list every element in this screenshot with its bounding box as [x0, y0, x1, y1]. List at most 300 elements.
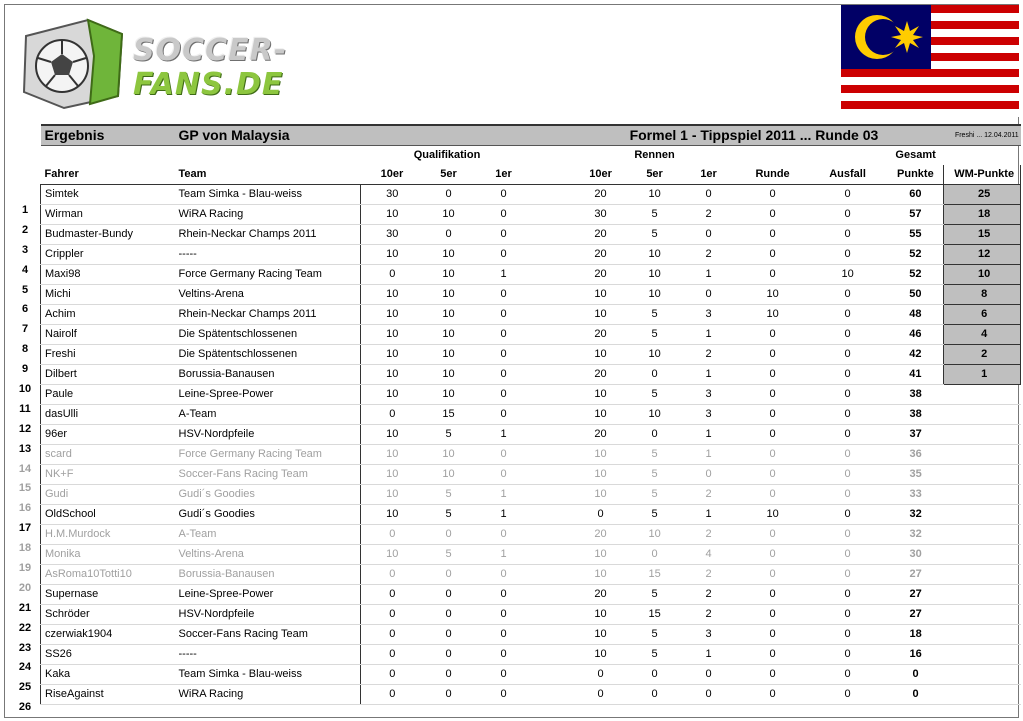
- cell-q1: 0: [474, 305, 530, 325]
- cell-q5: 0: [420, 585, 474, 605]
- rank-number: 14: [18, 462, 32, 475]
- cell-r5: 5: [626, 505, 680, 525]
- cell-team: Borussia-Banausen: [175, 565, 361, 585]
- cell-r5: 0: [626, 425, 680, 445]
- cell-runde: 0: [734, 225, 808, 245]
- cell-q10: 10: [361, 325, 420, 345]
- cell-fahrer: Michi: [41, 285, 175, 305]
- cell-q1: 0: [474, 385, 530, 405]
- title-row: [41, 125, 1021, 146]
- cell-runde: 0: [734, 465, 808, 485]
- spacer-cell: [530, 685, 572, 705]
- cell-punkte: 60: [884, 185, 944, 205]
- cell-team: Die Spätentschlossenen: [175, 345, 361, 365]
- cell-team: Leine-Spree-Power: [175, 385, 361, 405]
- cell-q5: 10: [420, 285, 474, 305]
- col-team: Team: [175, 165, 361, 185]
- cell-runde: 0: [734, 205, 808, 225]
- cell-r10: 10: [572, 285, 626, 305]
- cell-r10: 10: [572, 605, 626, 625]
- cell-wm: [944, 585, 1021, 605]
- cell-q1: 0: [474, 665, 530, 685]
- cell-ausfall: 0: [808, 425, 884, 445]
- spacer-cell: [530, 385, 572, 405]
- cell-wm: [944, 505, 1021, 525]
- cell-fahrer: Supernase: [41, 585, 175, 605]
- cell-r1: 1: [680, 645, 734, 665]
- cell-q5: 0: [420, 565, 474, 585]
- cell-r10: 10: [572, 345, 626, 365]
- cell-ausfall: 0: [808, 645, 884, 665]
- cell-q1: 0: [474, 525, 530, 545]
- cell-runde: 0: [734, 185, 808, 205]
- cell-r1: 0: [680, 665, 734, 685]
- rank-number: 3: [21, 243, 29, 256]
- cell-r1: 0: [680, 185, 734, 205]
- cell-r5: 10: [626, 185, 680, 205]
- cell-fahrer: Paule: [41, 385, 175, 405]
- table-row: [41, 445, 1021, 465]
- cell-q1: 0: [474, 685, 530, 705]
- cell-r10: 10: [572, 625, 626, 645]
- cell-r5: 5: [626, 225, 680, 245]
- cell-r5: 10: [626, 345, 680, 365]
- spacer-cell: [530, 185, 572, 205]
- cell-q1: 0: [474, 245, 530, 265]
- cell-r1: 1: [680, 425, 734, 445]
- cell-team: A-Team: [175, 405, 361, 425]
- cell-fahrer: OldSchool: [41, 505, 175, 525]
- rank-number: 13: [18, 442, 32, 455]
- cell-runde: 0: [734, 325, 808, 345]
- cell-q5: 10: [420, 385, 474, 405]
- cell-q10: 0: [361, 565, 420, 585]
- cell-q5: 10: [420, 345, 474, 365]
- table-row: [41, 485, 1021, 505]
- cell-q10: 0: [361, 585, 420, 605]
- cell-wm: [944, 685, 1021, 705]
- cell-r5: 0: [626, 685, 680, 705]
- cell-wm: [944, 485, 1021, 505]
- cell-fahrer: Crippler: [41, 245, 175, 265]
- cell-r1: 2: [680, 245, 734, 265]
- cell-r5: 10: [626, 405, 680, 425]
- cell-q1: 0: [474, 565, 530, 585]
- col-q10: 10er: [361, 165, 420, 185]
- cell-q5: 0: [420, 605, 474, 625]
- cell-punkte: 38: [884, 405, 944, 425]
- cell-wm: [944, 425, 1021, 445]
- cell-r1: 1: [680, 365, 734, 385]
- cell-runde: 0: [734, 345, 808, 365]
- cell-r10: 20: [572, 365, 626, 385]
- cell-r1: 2: [680, 525, 734, 545]
- cell-fahrer: Achim: [41, 305, 175, 325]
- cell-r5: 10: [626, 265, 680, 285]
- cell-punkte: 55: [884, 225, 944, 245]
- cell-q1: 0: [474, 285, 530, 305]
- table-row: [41, 605, 1021, 625]
- cell-r1: 1: [680, 265, 734, 285]
- rank-number: 5: [21, 283, 29, 296]
- cell-fahrer: Maxi98: [41, 265, 175, 285]
- cell-q10: 10: [361, 465, 420, 485]
- cell-r5: 10: [626, 285, 680, 305]
- cell-r1: 1: [680, 445, 734, 465]
- cell-ausfall: 0: [808, 585, 884, 605]
- cell-runde: 0: [734, 605, 808, 625]
- cell-wm: [944, 525, 1021, 545]
- rank-number: 7: [21, 323, 29, 336]
- cell-q10: 10: [361, 285, 420, 305]
- cell-runde: 0: [734, 365, 808, 385]
- cell-runde: 0: [734, 665, 808, 685]
- cell-q10: 10: [361, 445, 420, 465]
- col-q1: 1er: [474, 165, 530, 185]
- cell-runde: 0: [734, 645, 808, 665]
- rank-number: 26: [18, 701, 32, 714]
- cell-q10: 0: [361, 645, 420, 665]
- cell-runde: 0: [734, 485, 808, 505]
- cell-wm: [944, 385, 1021, 405]
- group-header-row: [41, 146, 1021, 166]
- cell-r1: 2: [680, 205, 734, 225]
- spacer-cell: [530, 625, 572, 645]
- cell-q5: 0: [420, 525, 474, 545]
- cell-punkte: 48: [884, 305, 944, 325]
- cell-q5: 10: [420, 265, 474, 285]
- cell-r5: 5: [626, 325, 680, 345]
- spacer-cell: [530, 645, 572, 665]
- cell-team: Leine-Spree-Power: [175, 585, 361, 605]
- cell-r1: 3: [680, 305, 734, 325]
- cell-r5: 15: [626, 565, 680, 585]
- cell-r10: 0: [572, 665, 626, 685]
- cell-wm: [944, 665, 1021, 685]
- cell-ausfall: 10: [808, 265, 884, 285]
- cell-q10: 10: [361, 245, 420, 265]
- cell-q1: 1: [474, 265, 530, 285]
- soccer-ball-icon: [18, 16, 128, 112]
- cell-punkte: 0: [884, 665, 944, 685]
- cell-q1: 0: [474, 345, 530, 365]
- spacer-cell: [530, 405, 572, 425]
- cell-q1: 0: [474, 585, 530, 605]
- cell-punkte: 30: [884, 545, 944, 565]
- cell-q5: 5: [420, 485, 474, 505]
- cell-r1: 3: [680, 385, 734, 405]
- cell-r10: 10: [572, 565, 626, 585]
- gesamt-group: Gesamt: [895, 149, 936, 161]
- cell-q10: 0: [361, 665, 420, 685]
- cell-fahrer: Kaka: [41, 665, 175, 685]
- cell-r10: 10: [572, 405, 626, 425]
- cell-runde: 0: [734, 545, 808, 565]
- race-name: GP von Malaysia: [175, 125, 626, 146]
- table-row: [41, 665, 1021, 685]
- table-row: [41, 185, 1021, 205]
- cell-team: Borussia-Banausen: [175, 365, 361, 385]
- cell-wm: [944, 605, 1021, 625]
- cell-q1: 0: [474, 225, 530, 245]
- cell-punkte: 41: [884, 365, 944, 385]
- cell-q1: 1: [474, 485, 530, 505]
- spacer-cell: [530, 225, 572, 245]
- cell-r5: 5: [626, 465, 680, 485]
- cell-r10: 10: [572, 645, 626, 665]
- cell-q5: 10: [420, 445, 474, 465]
- cell-runde: 0: [734, 405, 808, 425]
- rank-column: [12, 201, 38, 718]
- cell-punkte: 57: [884, 205, 944, 225]
- cell-q10: 0: [361, 685, 420, 705]
- table-row: [41, 505, 1021, 525]
- spacer-cell: [530, 245, 572, 265]
- table-row: [41, 545, 1021, 565]
- table-row: [41, 265, 1021, 285]
- cell-q10: 10: [361, 425, 420, 445]
- col-punkte: Punkte: [884, 165, 944, 185]
- column-header-row: [41, 165, 1021, 185]
- cell-q1: 0: [474, 625, 530, 645]
- cell-q5: 0: [420, 185, 474, 205]
- cell-r10: 20: [572, 225, 626, 245]
- spacer-cell: [530, 285, 572, 305]
- cell-team: WiRA Racing: [175, 205, 361, 225]
- cell-r1: 0: [680, 225, 734, 245]
- rank-number: 24: [18, 661, 32, 674]
- cell-punkte: 32: [884, 505, 944, 525]
- cell-q1: 0: [474, 645, 530, 665]
- cell-r10: 10: [572, 385, 626, 405]
- cell-wm: 1: [944, 365, 1021, 385]
- cell-fahrer: Budmaster-Bundy: [41, 225, 175, 245]
- cell-q1: 0: [474, 465, 530, 485]
- cell-r10: 0: [572, 685, 626, 705]
- cell-r5: 5: [626, 385, 680, 405]
- cell-ausfall: 0: [808, 285, 884, 305]
- cell-q5: 5: [420, 425, 474, 445]
- cell-q10: 0: [361, 605, 420, 625]
- cell-runde: 0: [734, 685, 808, 705]
- results-body: [41, 185, 1021, 705]
- cell-r10: 30: [572, 205, 626, 225]
- cell-runde: 0: [734, 565, 808, 585]
- cell-ausfall: 0: [808, 605, 884, 625]
- logo-line2: FANS.DE: [133, 67, 284, 102]
- table-row: [41, 405, 1021, 425]
- cell-r5: 0: [626, 545, 680, 565]
- cell-fahrer: RiseAgainst: [41, 685, 175, 705]
- cell-fahrer: Dilbert: [41, 365, 175, 385]
- cell-wm: 4: [944, 325, 1021, 345]
- cell-ausfall: 0: [808, 325, 884, 345]
- cell-team: -----: [175, 645, 361, 665]
- col-wm-punkte: WM-Punkte: [944, 165, 1021, 185]
- cell-fahrer: Wirman: [41, 205, 175, 225]
- cell-ausfall: 0: [808, 245, 884, 265]
- cell-r5: 10: [626, 525, 680, 545]
- cell-r10: 10: [572, 545, 626, 565]
- spacer-cell: [530, 525, 572, 545]
- cell-q10: 10: [361, 505, 420, 525]
- cell-r5: 0: [626, 665, 680, 685]
- cell-fahrer: Simtek: [41, 185, 175, 205]
- cell-r5: 5: [626, 305, 680, 325]
- cell-fahrer: czerwiak1904: [41, 625, 175, 645]
- rank-number: 12: [18, 422, 32, 435]
- table-row: [41, 225, 1021, 245]
- cell-q10: 10: [361, 485, 420, 505]
- cell-wm: [944, 625, 1021, 645]
- cell-r1: 2: [680, 605, 734, 625]
- cell-ausfall: 0: [808, 625, 884, 645]
- rank-number: 19: [18, 562, 32, 575]
- cell-team: Soccer-Fans Racing Team: [175, 625, 361, 645]
- table-row: [41, 305, 1021, 325]
- cell-runde: 0: [734, 385, 808, 405]
- cell-punkte: 0: [884, 685, 944, 705]
- table-row: [41, 365, 1021, 385]
- results-table: [40, 124, 1021, 705]
- cell-r5: 10: [626, 245, 680, 265]
- cell-r10: 10: [572, 445, 626, 465]
- cell-fahrer: Freshi: [41, 345, 175, 365]
- cell-fahrer: Nairolf: [41, 325, 175, 345]
- cell-wm: 18: [944, 205, 1021, 225]
- cell-wm: [944, 405, 1021, 425]
- rank-number: 18: [18, 542, 32, 555]
- cell-q10: 10: [361, 385, 420, 405]
- cell-r5: 5: [626, 645, 680, 665]
- cell-r10: 20: [572, 245, 626, 265]
- cell-ausfall: 0: [808, 565, 884, 585]
- rank-number: 23: [18, 641, 32, 654]
- cell-q10: 30: [361, 225, 420, 245]
- table-row: [41, 585, 1021, 605]
- cell-r1: 2: [680, 585, 734, 605]
- cell-runde: 0: [734, 585, 808, 605]
- cell-team: Team Simka - Blau-weiss: [175, 185, 361, 205]
- cell-punkte: 38: [884, 385, 944, 405]
- cell-runde: 0: [734, 245, 808, 265]
- cell-q5: 10: [420, 205, 474, 225]
- cell-punkte: 46: [884, 325, 944, 345]
- cell-q10: 0: [361, 625, 420, 645]
- cell-q10: 10: [361, 345, 420, 365]
- cell-ausfall: 0: [808, 505, 884, 525]
- cell-ausfall: 0: [808, 225, 884, 245]
- logo-line1: SOCCER-: [133, 33, 288, 68]
- spacer-cell: [530, 565, 572, 585]
- cell-wm: [944, 545, 1021, 565]
- cell-ausfall: 0: [808, 345, 884, 365]
- rank-number: 21: [18, 601, 32, 614]
- cell-punkte: 50: [884, 285, 944, 305]
- spacer-cell: [530, 425, 572, 445]
- cell-punkte: 18: [884, 625, 944, 645]
- cell-ausfall: 0: [808, 685, 884, 705]
- cell-wm: [944, 565, 1021, 585]
- cell-fahrer: NK+F: [41, 465, 175, 485]
- cell-r10: 20: [572, 325, 626, 345]
- cell-q1: 1: [474, 505, 530, 525]
- cell-team: -----: [175, 245, 361, 265]
- cell-r1: 1: [680, 325, 734, 345]
- rank-number: 25: [18, 681, 32, 694]
- cell-punkte: 27: [884, 565, 944, 585]
- cell-r10: 20: [572, 525, 626, 545]
- cell-q5: 0: [420, 625, 474, 645]
- cell-fahrer: SS26: [41, 645, 175, 665]
- cell-q1: 0: [474, 605, 530, 625]
- cell-wm: 15: [944, 225, 1021, 245]
- cell-q5: 15: [420, 405, 474, 425]
- cell-fahrer: Schröder: [41, 605, 175, 625]
- cell-r10: 20: [572, 265, 626, 285]
- cell-runde: 10: [734, 505, 808, 525]
- cell-q1: 0: [474, 185, 530, 205]
- cell-wm: 8: [944, 285, 1021, 305]
- rank-number: 6: [21, 303, 29, 316]
- spacer-cell: [530, 445, 572, 465]
- cell-ausfall: 0: [808, 365, 884, 385]
- rank-number: 20: [18, 581, 32, 594]
- table-row: [41, 285, 1021, 305]
- cell-r1: 0: [680, 685, 734, 705]
- cell-ausfall: 0: [808, 405, 884, 425]
- cell-r1: 3: [680, 405, 734, 425]
- rank-number: 4: [21, 263, 29, 276]
- spacer-cell: [530, 465, 572, 485]
- cell-ausfall: 0: [808, 385, 884, 405]
- cell-punkte: 27: [884, 605, 944, 625]
- cell-team: Soccer-Fans Racing Team: [175, 465, 361, 485]
- rank-number: 1: [21, 204, 29, 216]
- cell-q10: 10: [361, 365, 420, 385]
- cell-q5: 0: [420, 665, 474, 685]
- table-row: [41, 625, 1021, 645]
- cell-punkte: 35: [884, 465, 944, 485]
- cell-runde: 0: [734, 425, 808, 445]
- spacer-cell: [530, 605, 572, 625]
- cell-team: WiRA Racing: [175, 685, 361, 705]
- cell-q10: 0: [361, 265, 420, 285]
- cell-r5: 15: [626, 605, 680, 625]
- malaysia-flag-icon: [841, 5, 1019, 117]
- cell-ausfall: 0: [808, 665, 884, 685]
- cell-q1: 0: [474, 325, 530, 345]
- cell-team: Rhein-Neckar Champs 2011: [175, 225, 361, 245]
- table-row: [41, 685, 1021, 705]
- logo-text: [133, 34, 287, 102]
- cell-ausfall: 0: [808, 525, 884, 545]
- table-row: [41, 565, 1021, 585]
- cell-team: A-Team: [175, 525, 361, 545]
- cell-r1: 2: [680, 345, 734, 365]
- cell-runde: 10: [734, 305, 808, 325]
- cell-r5: 5: [626, 445, 680, 465]
- cell-wm: 2: [944, 345, 1021, 365]
- cell-q10: 10: [361, 305, 420, 325]
- cell-team: Veltins-Arena: [175, 545, 361, 565]
- cell-ausfall: 0: [808, 445, 884, 465]
- cell-team: Force Germany Racing Team: [175, 265, 361, 285]
- cell-q5: 0: [420, 685, 474, 705]
- cell-team: HSV-Nordpfeile: [175, 605, 361, 625]
- cell-q1: 0: [474, 405, 530, 425]
- rank-number: 10: [18, 383, 32, 396]
